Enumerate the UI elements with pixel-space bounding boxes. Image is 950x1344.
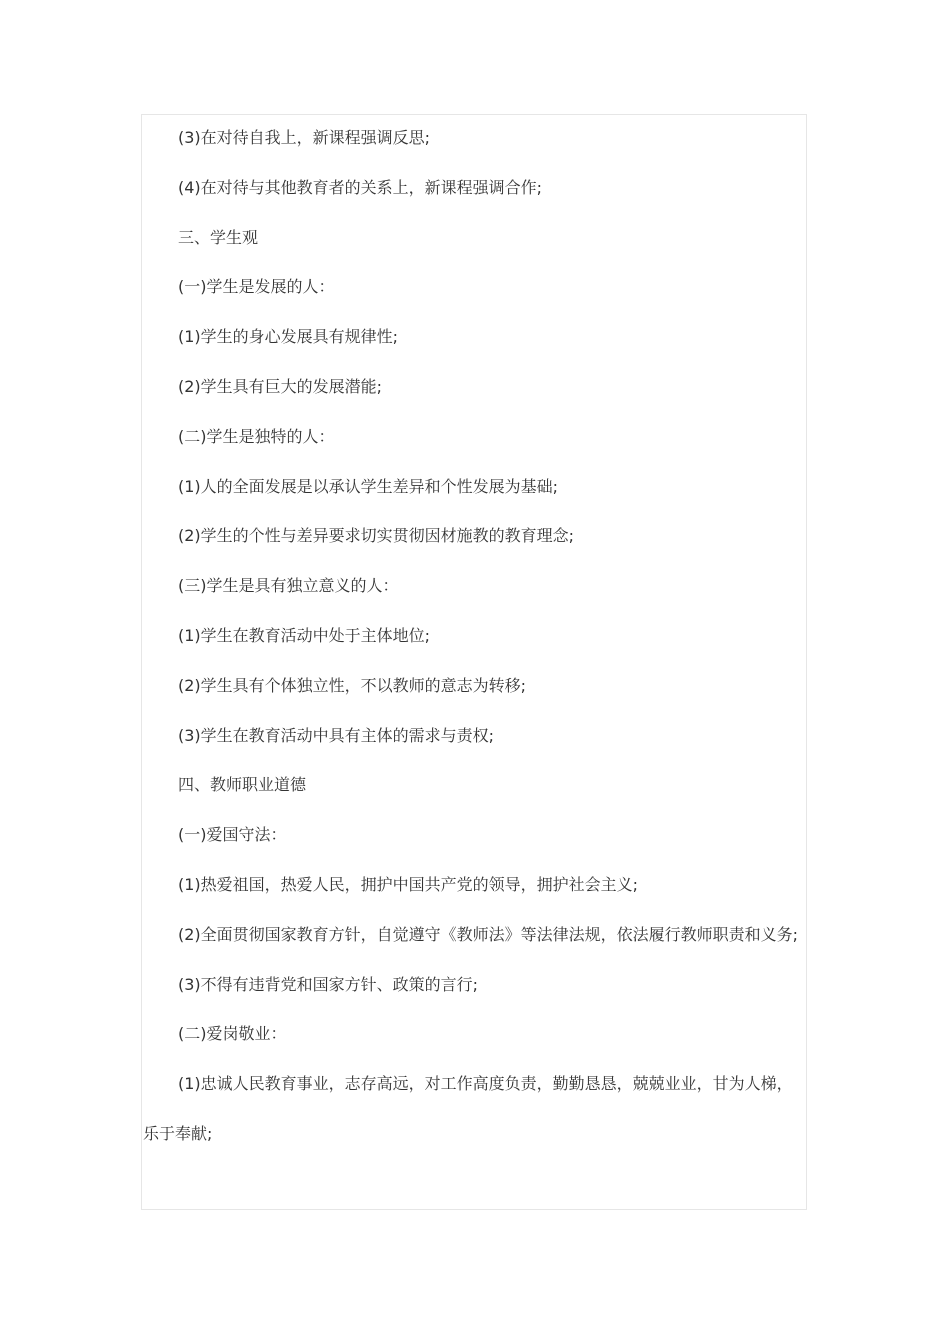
paragraph: (1)人的全面发展是以承认学生差异和个性发展为基础; [178, 476, 559, 496]
paragraph: (1)热爱祖国，热爱人民，拥护中国共产党的领导，拥护社会主义; [178, 874, 639, 894]
subsection-heading: (一)学生是发展的人： [178, 277, 335, 297]
paragraph: (3)不得有违背党和国家方针、政策的言行; [178, 974, 479, 994]
section-heading: 三、学生观 [178, 227, 259, 247]
paragraph: (2)全面贯彻国家教育方针，自觉遵守《教师法》等法律法规，依法履行教师职责和义务; [178, 924, 799, 944]
paragraph: (2)学生具有个体独立性，不以教师的意志为转移; [178, 675, 527, 695]
section-heading: 四、教师职业道德 [178, 775, 307, 795]
paragraph: (2)学生具有巨大的发展潜能; [178, 376, 383, 396]
paragraph: (4)在对待与其他教育者的关系上，新课程强调合作; [178, 177, 543, 197]
subsection-heading: (二)学生是独特的人： [178, 426, 335, 446]
paragraph: (1)学生的身心发展具有规律性; [178, 327, 399, 347]
subsection-heading: (一)爱国守法： [178, 825, 287, 845]
paragraph: (1)学生在教育活动中处于主体地位; [178, 625, 431, 645]
subsection-heading: (三)学生是具有独立意义的人： [178, 576, 399, 596]
paragraph: (3)在对待自我上，新课程强调反思; [178, 128, 431, 147]
paragraph: (1)忠诚人民教育事业，志存高远，对工作高度负责，勤勤恳恳，兢兢业业，甘为人梯，乐于奉献; [143, 1074, 793, 1143]
subsection-heading: (二)爱岗敬业： [178, 1024, 287, 1044]
paragraph: (2)学生的个性与差异要求切实贯彻因材施教的教育理念; [178, 526, 575, 546]
document-body [143, 113, 807, 1159]
paragraph: (3)学生在教育活动中具有主体的需求与责权; [178, 725, 495, 745]
